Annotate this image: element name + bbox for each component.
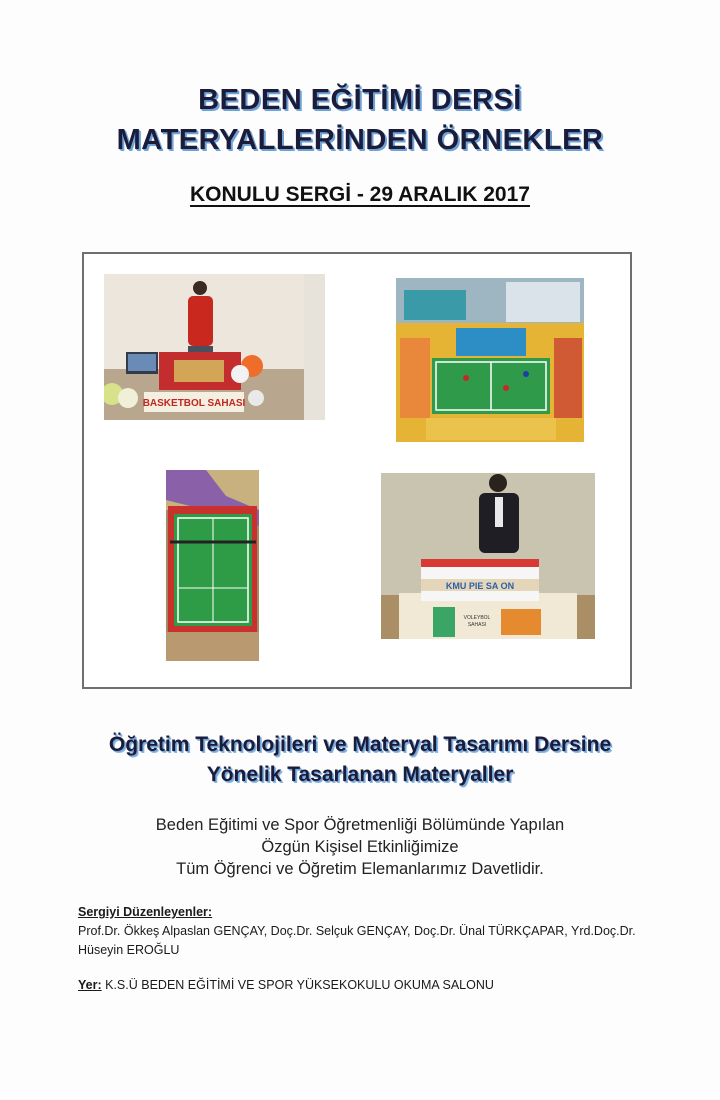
subtitle-text: KONULU SERGİ - 29 ARALIK 2017	[190, 183, 530, 206]
organizers-label: Sergiyi Düzenleyenler:	[78, 905, 213, 919]
basketball-sign-label: BASKETBOL SAHASI	[142, 398, 246, 409]
venue-label: Yer:	[78, 978, 102, 992]
photo-sports-complex-model	[396, 278, 584, 442]
venue-text: K.S.Ü BEDEN EĞİTİMİ VE SPOR YÜKSEKOKULU OKUMA SALONU	[105, 978, 494, 992]
volleyball-banner: KMU PIE SA ON	[445, 581, 515, 591]
photo-tennis-court-model	[166, 470, 259, 661]
venue-block	[78, 978, 494, 992]
exhibition-subtitle	[0, 183, 720, 207]
organizers-names-line-2: Hüseyin EROĞLU	[78, 943, 180, 957]
organizers-block	[78, 903, 658, 960]
description-line-2: Özgün Kişisel Etkinliğimize	[261, 838, 459, 856]
caption-line-1: Öğretim Teknolojileri ve Materyal Tasarımı Dersine	[108, 733, 612, 756]
organizers-names-line-1: Prof.Dr. Ökkeş Alpaslan GENÇAY, Doç.Dr. Selçuk GENÇAY, Doç.Dr. Ünal TÜRKÇAPAR, Yrd.Doç.Dr.	[78, 924, 636, 938]
photo-volleyball-model	[381, 473, 595, 639]
photo-basketball-model	[104, 274, 325, 420]
materials-caption	[0, 730, 720, 790]
volleyball-label-1: VOLEYBOL	[463, 615, 491, 621]
title-line-2: MATERYALLERİNDEN ÖRNEKLER	[116, 124, 604, 156]
invitation-text	[0, 814, 720, 880]
description-line-1: Beden Eğitimi ve Spor Öğretmenliği Bölümünde Yapılan	[155, 816, 565, 834]
volleyball-label-2: SAHASI	[467, 622, 487, 628]
title-line-1: BEDEN EĞİTİMİ DERSİ	[198, 84, 522, 116]
description-line-3: Tüm Öğrenci ve Öğretim Elemanlarımız Davetlidir.	[176, 860, 544, 878]
caption-line-2: Yönelik Tasarlanan Materyaller	[206, 763, 514, 786]
